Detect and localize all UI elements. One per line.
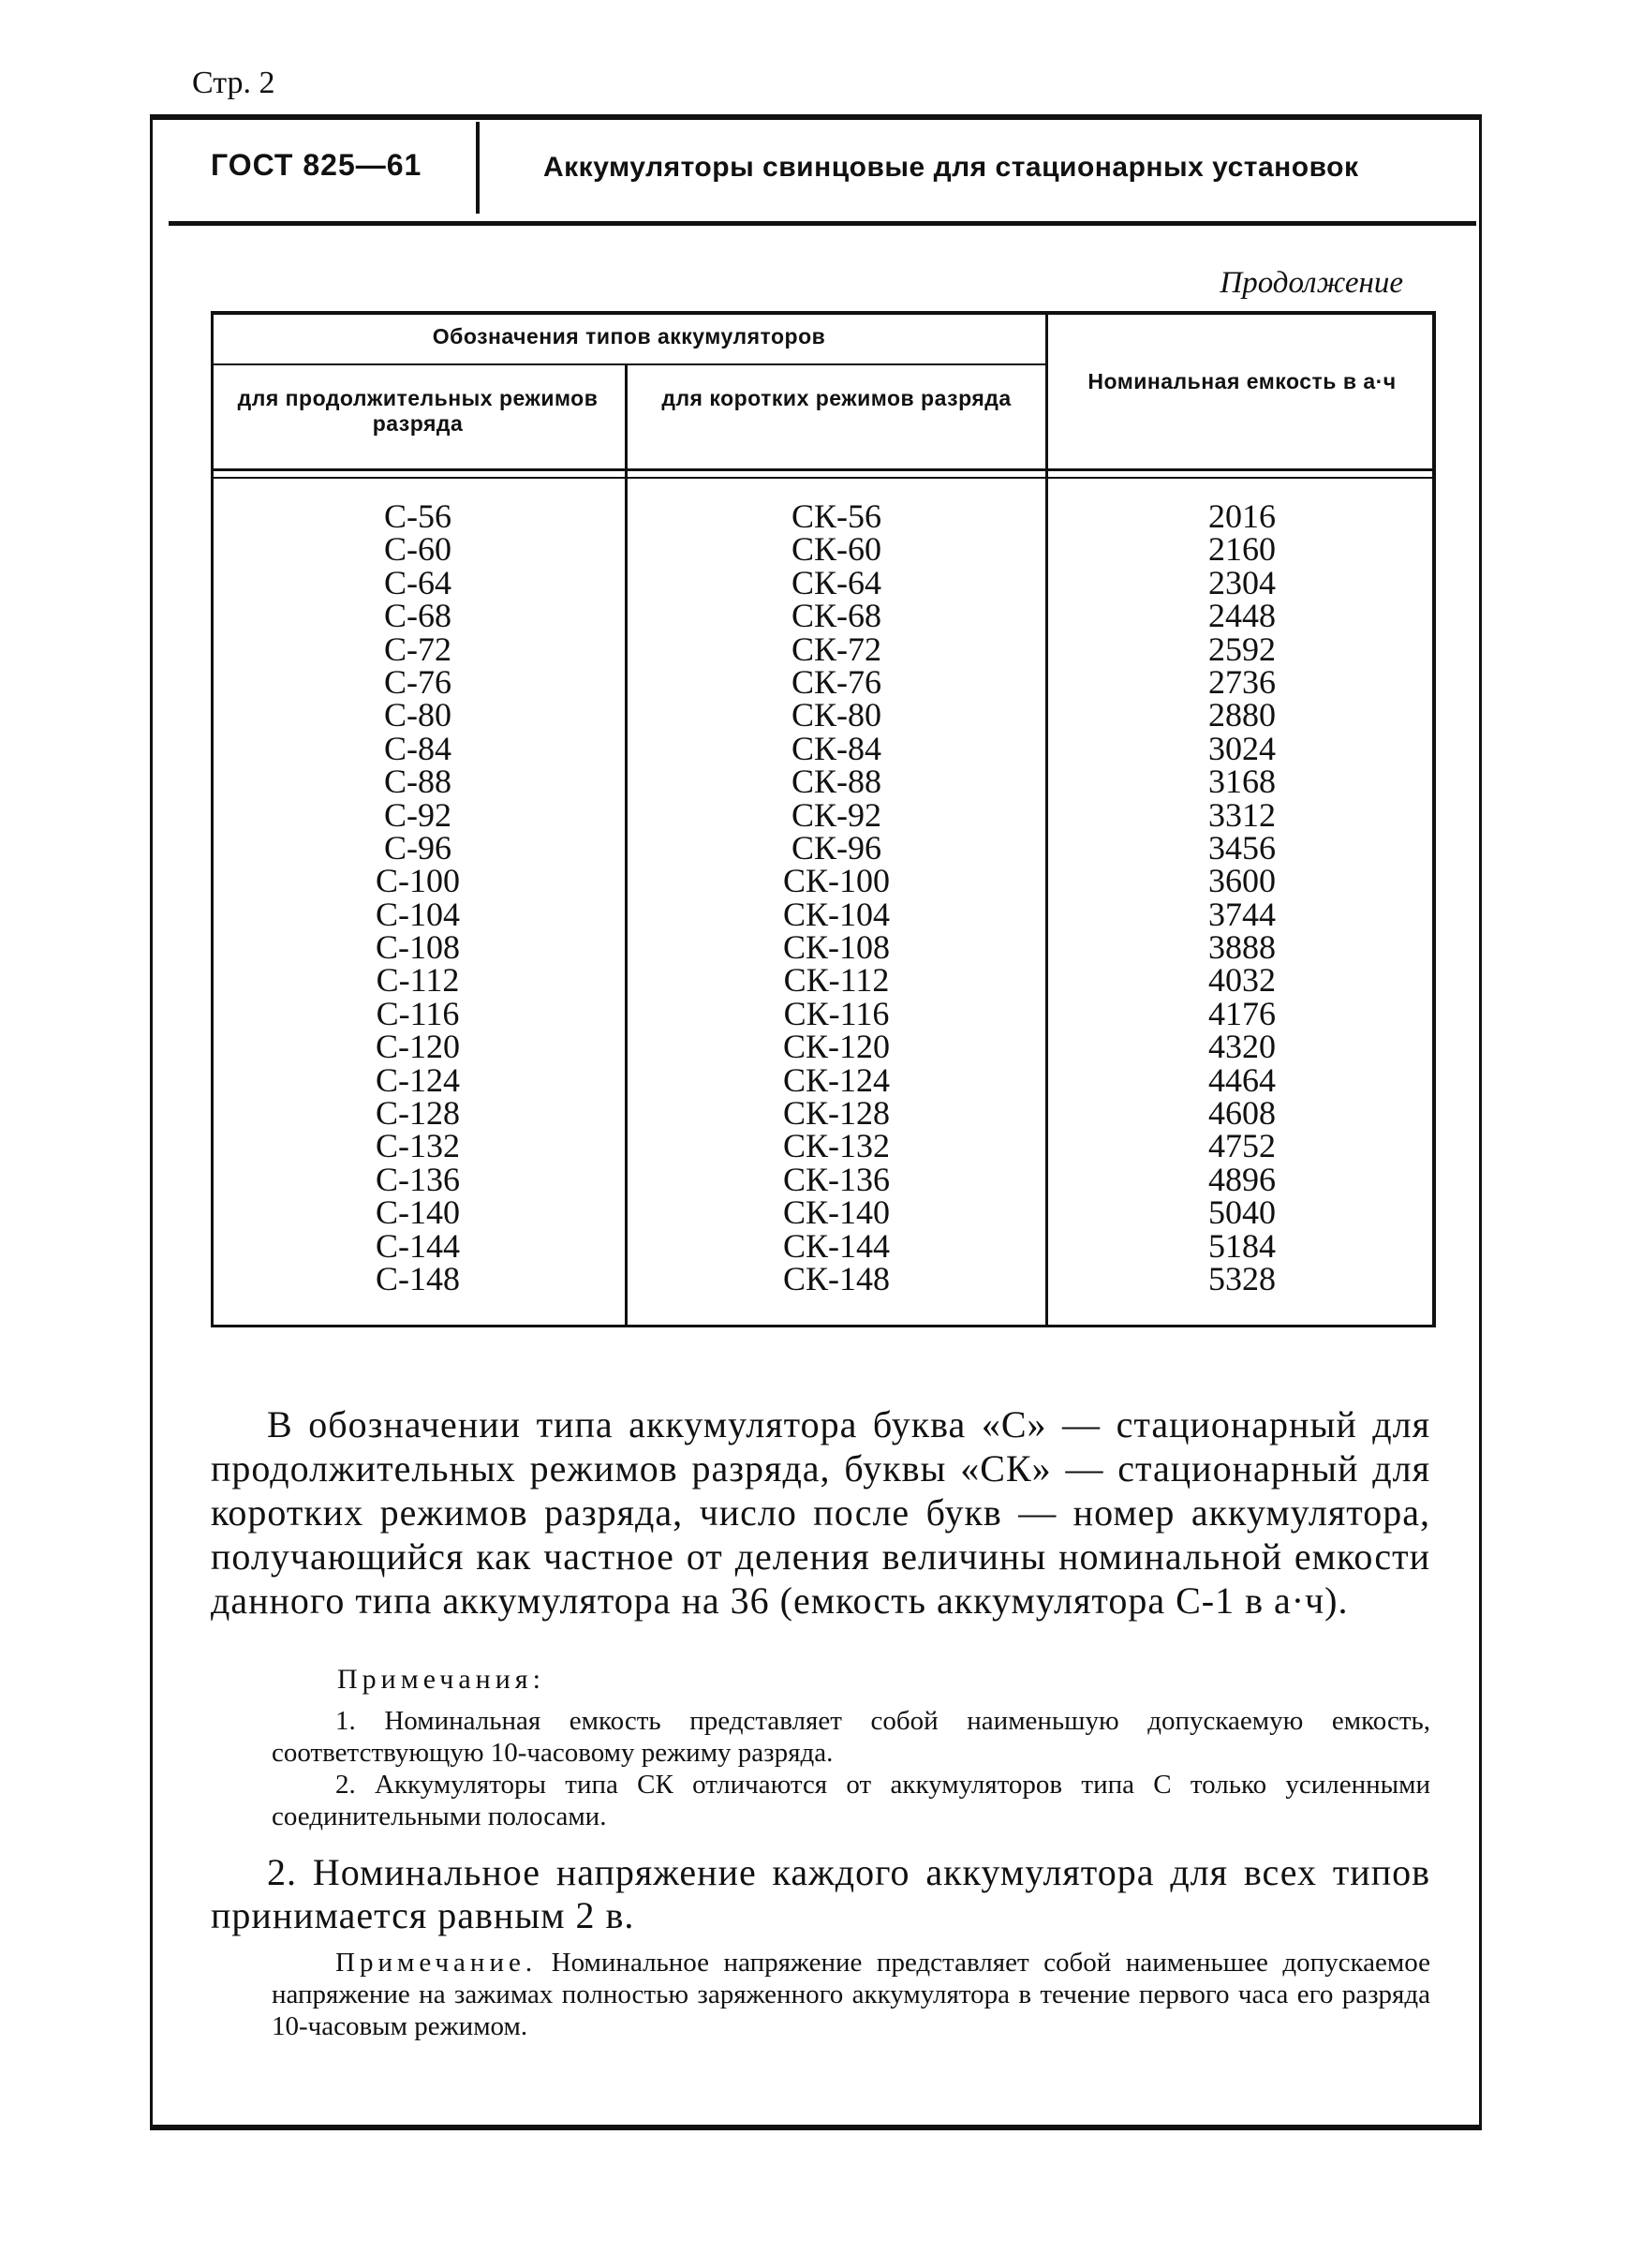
- cell-capacity: 3312: [1208, 795, 1276, 834]
- column-capacity-values: [1048, 497, 1436, 1297]
- cell-long-type: С-132: [376, 1127, 460, 1165]
- cell-long-type: С-96: [384, 828, 451, 867]
- cell-short-type: СК-104: [782, 895, 890, 933]
- cell-long-type: С-124: [376, 1060, 460, 1099]
- cell-long-type: С-116: [376, 994, 460, 1032]
- cell-long-type: С-100: [376, 862, 460, 900]
- cell-short-type: СК-100: [782, 862, 890, 900]
- cell-capacity: 5040: [1208, 1193, 1276, 1232]
- standard-code: ГОСТ 825—61: [211, 148, 422, 182]
- notes-heading: Примечания:: [337, 1664, 545, 1695]
- standard-title: Аккумуляторы свинцовые для стационарных установок: [543, 152, 1359, 183]
- cell-capacity: 3888: [1208, 928, 1276, 967]
- column-long-values: [211, 497, 625, 1297]
- cell-long-type: С-112: [376, 961, 460, 1000]
- cell-long-type: С-88: [384, 763, 451, 801]
- header-double-rule-2: [211, 477, 1436, 479]
- cell-long-type: С-68: [384, 597, 451, 635]
- cell-capacity: 5328: [1208, 1259, 1276, 1297]
- cell-long-type: С-140: [376, 1193, 460, 1232]
- cell-capacity: 2736: [1208, 662, 1276, 701]
- cell-capacity: 3744: [1208, 895, 1276, 933]
- cell-short-type: СК-144: [782, 1226, 890, 1265]
- cell-capacity: 2592: [1208, 630, 1276, 668]
- cell-short-type: СК-56: [791, 497, 881, 535]
- cell-long-type: С-84: [384, 729, 451, 767]
- cell-short-type: СК-68: [791, 597, 881, 635]
- cell-long-type: С-92: [384, 795, 451, 834]
- cell-long-type: С-104: [376, 895, 460, 933]
- cell-short-type: СК-124: [782, 1060, 890, 1099]
- header-double-rule-1: [211, 468, 1436, 471]
- designation-paragraph: [211, 1402, 1430, 1623]
- cell-short-type: СК-64: [791, 563, 881, 601]
- cell-long-type: С-128: [376, 1094, 460, 1133]
- cell-capacity: 4464: [1208, 1060, 1276, 1099]
- final-note: [272, 1947, 1430, 2042]
- cell-long-type: С-120: [376, 1028, 460, 1066]
- cell-capacity: 4752: [1208, 1127, 1276, 1165]
- cell-short-type: СК-80: [791, 696, 881, 734]
- cell-capacity: 3024: [1208, 729, 1276, 767]
- cell-capacity: 4896: [1208, 1160, 1276, 1198]
- cell-capacity: 4320: [1208, 1028, 1276, 1066]
- top-rule: [150, 114, 1482, 120]
- cell-long-type: С-76: [384, 662, 451, 701]
- cell-short-type: СК-96: [791, 828, 881, 867]
- cell-capacity: 2448: [1208, 597, 1276, 635]
- cell-long-type: С-108: [376, 928, 460, 967]
- cell-capacity: 2880: [1208, 696, 1276, 734]
- cell-short-type: СК-140: [782, 1193, 890, 1232]
- cell-short-type: СК-132: [782, 1127, 890, 1165]
- cell-long-type: С-144: [376, 1226, 460, 1265]
- cell-capacity: 3600: [1208, 862, 1276, 900]
- group-header: Обозначения типов аккумуляторов: [432, 324, 826, 348]
- battery-types-table: [211, 311, 1436, 1327]
- cell-short-type: СК-148: [782, 1259, 890, 1297]
- cell-short-type: СК-120: [782, 1028, 890, 1066]
- cell-short-type: СК-76: [791, 662, 881, 701]
- column-header-short: для коротких режимов разряда: [661, 386, 1012, 410]
- cell-short-type: СК-116: [783, 994, 890, 1032]
- cell-capacity: 3168: [1208, 763, 1276, 801]
- designation-paragraph-text: В обозначении типа аккумулятора буква «С» — стационарный для продолжительных режимов разряда, буквы «СК» — стационарный для коротких режимов разряда, число после букв — номер аккумулятора, получающийся как частное от деления величины номинальной емкости данного типа аккумулятора на 36 (емкость аккумулятора С-1 в а·ч).: [211, 1403, 1430, 1622]
- cell-capacity: 2016: [1208, 497, 1276, 535]
- note-2: 2. Аккумуляторы типа СК отличаются от аккумуляторов типа С только усиленными соединительными полосами.: [272, 1770, 1430, 1831]
- item-2-paragraph: 2. Номинальное напряжение каждого аккумулятора для всех типов принимается равным 2 в.: [211, 1851, 1430, 1936]
- cell-capacity: 5184: [1208, 1226, 1276, 1265]
- continuation-label: Продолжение: [1220, 266, 1403, 300]
- cell-short-type: СК-84: [791, 729, 881, 767]
- cell-capacity: 4176: [1208, 994, 1276, 1032]
- cell-long-type: С-56: [384, 497, 451, 535]
- cell-long-type: С-136: [376, 1160, 460, 1198]
- page-number: Стр. 2: [192, 66, 275, 100]
- group-header-rule: [211, 363, 1047, 365]
- cell-short-type: СК-88: [791, 763, 881, 801]
- column-header-capacity: Номинальная емкость в а·ч: [1087, 369, 1397, 393]
- final-note-label: Примечание.: [335, 1948, 538, 1978]
- note-1: 1. Номинальная емкость представляет собой наименьшую допускаемую емкость, соответствующую 10-часовому режиму разряда.: [272, 1706, 1430, 1768]
- header-rule: [169, 221, 1476, 226]
- cell-capacity: 4032: [1208, 961, 1276, 1000]
- table-bottom-border: [211, 1325, 1436, 1327]
- cell-long-type: С-72: [384, 630, 451, 668]
- bottom-rule: [150, 2125, 1482, 2130]
- header-separator: [476, 122, 480, 214]
- cell-short-type: СК-112: [783, 961, 890, 1000]
- cell-short-type: СК-136: [782, 1160, 890, 1198]
- cell-long-type: С-60: [384, 530, 451, 569]
- column-short-values: [628, 497, 1045, 1297]
- cell-capacity: 2160: [1208, 530, 1276, 569]
- table-top-border: [211, 311, 1436, 315]
- cell-short-type: СК-128: [782, 1094, 890, 1133]
- cell-long-type: С-80: [384, 696, 451, 734]
- cell-short-type: СК-60: [791, 530, 881, 569]
- cell-short-type: СК-72: [791, 630, 881, 668]
- cell-short-type: СК-108: [782, 928, 890, 967]
- cell-capacity: 2304: [1208, 563, 1276, 601]
- cell-capacity: 3456: [1208, 828, 1276, 867]
- cell-capacity: 4608: [1208, 1094, 1276, 1133]
- column-header-long: для продолжительных режимов разряда: [237, 386, 599, 436]
- cell-long-type: С-64: [384, 563, 451, 601]
- cell-long-type: С-148: [376, 1259, 460, 1297]
- cell-short-type: СК-92: [791, 795, 881, 834]
- final-note-text: Номинальное напряжение представляет собой наименьшее допускаемое напряжение на зажимах полностью заряженного аккумулятора в течение первого часа его разряда 10-часовым режимом.: [272, 1948, 1430, 2041]
